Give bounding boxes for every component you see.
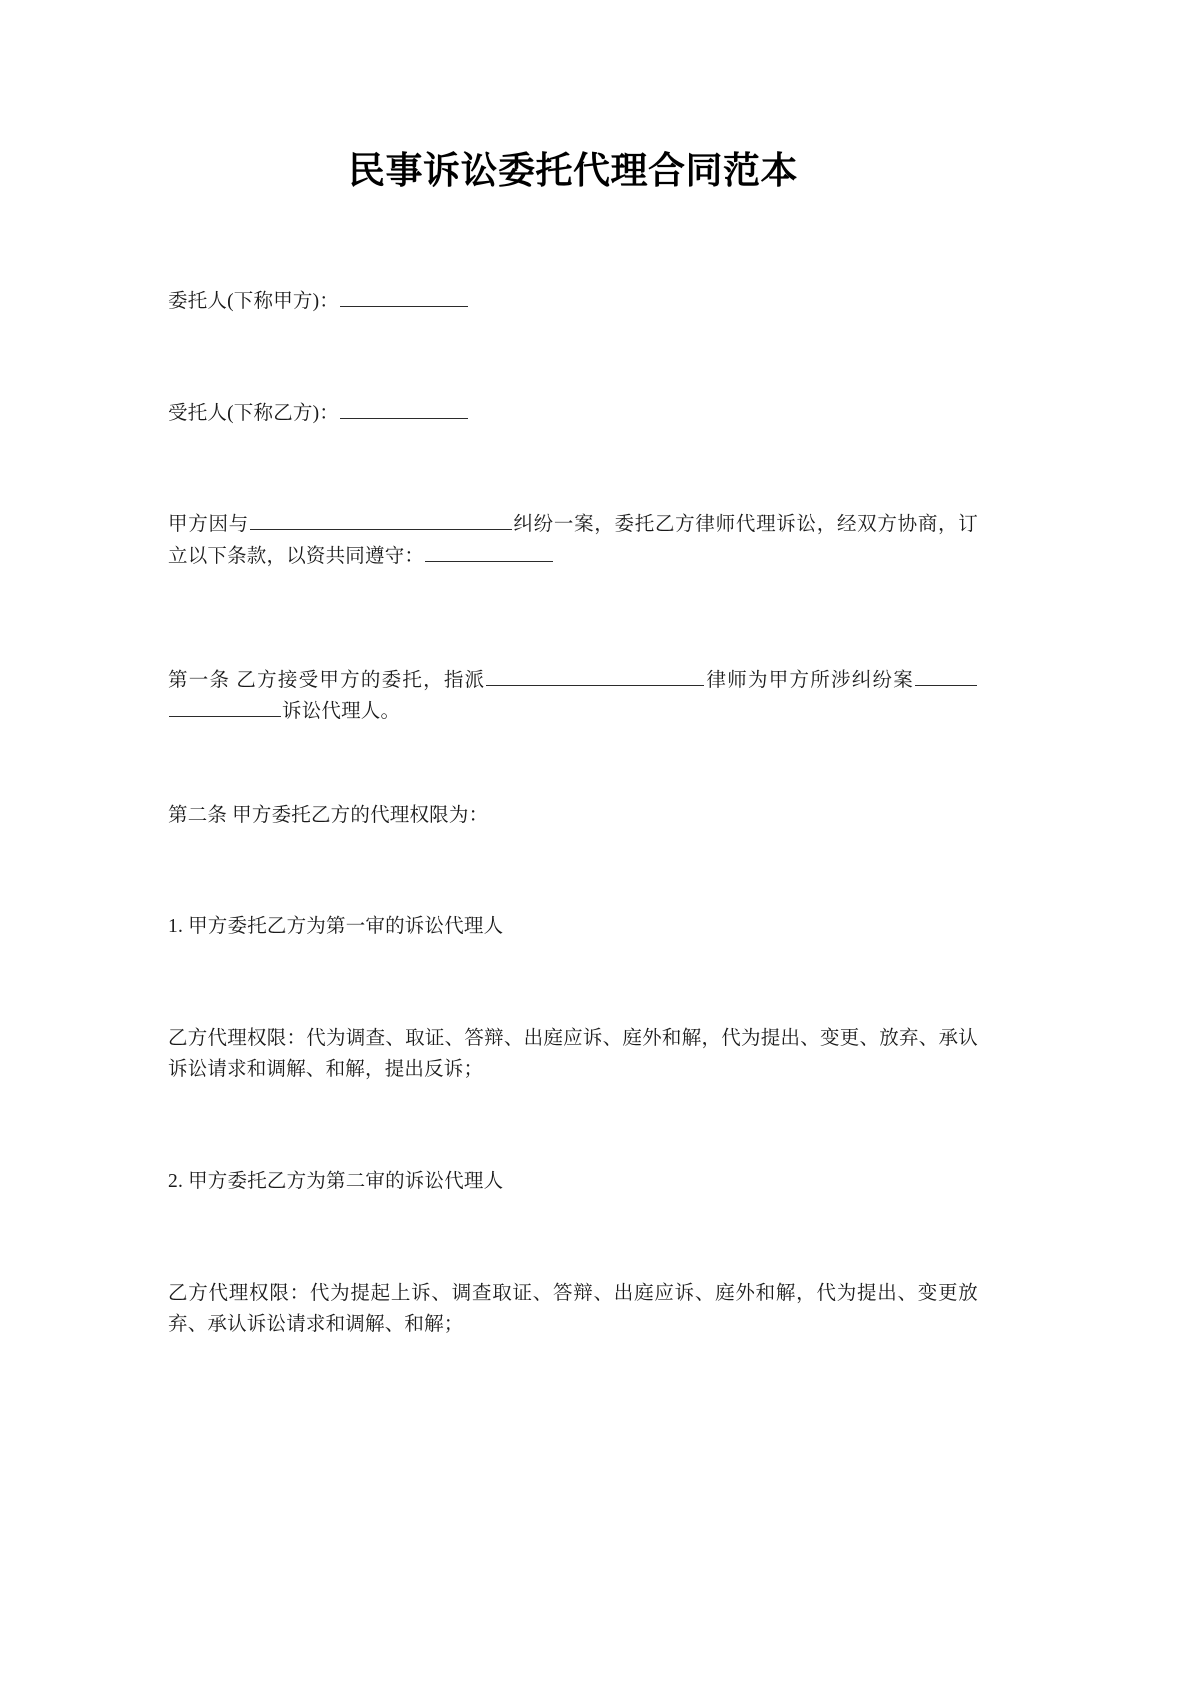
item-1-scope: 乙方代理权限：代为调查、取证、答辩、出庭应诉、庭外和解，代为提出、变更、放弃、承认诉讼请求和调解、和解，提出反诉； (168, 1027, 978, 1081)
spacer (168, 728, 978, 800)
client-name-blank[interactable] (340, 287, 468, 308)
client-party-line (168, 286, 978, 318)
list-item (168, 1166, 978, 1198)
preamble-line2: 订立以下条款，以资共同遵守： (168, 514, 978, 567)
client-label: 委托人(下称甲方)： (168, 291, 339, 313)
page-title: 民事诉讼委托代理合同范本 (348, 150, 798, 191)
spacer (168, 318, 978, 398)
item-2-text: 甲方委托乙方为第二审的诉讼代理人 (188, 1171, 504, 1193)
agent-party-line (168, 398, 978, 430)
case-instance-blank-a[interactable] (915, 665, 977, 686)
article-two-heading: 第二条 甲方委托乙方的代理权限为： (168, 804, 489, 826)
article-one-part3: 诉讼代理人。 (282, 701, 401, 723)
agent-label: 受托人(下称乙方)： (168, 402, 339, 424)
document-body (168, 0, 978, 1341)
spacer (168, 194, 978, 286)
item-1-text: 甲方委托乙方为第一审的诉讼代理人 (188, 916, 504, 938)
spacer (168, 573, 978, 665)
agent-name-blank[interactable] (340, 398, 468, 419)
spacer (168, 943, 978, 1023)
item-2-scope: 乙方代理权限：代为提起上诉、调查取证、答辩、出庭应诉、庭外和解，代为提出、变更放弃、承认诉讼请求和调解、和解； (168, 1282, 978, 1336)
preamble-line1-after: 纠纷一案，委托乙方律师代理诉讼，经双方协商， (512, 514, 959, 536)
preamble-blank[interactable] (425, 541, 553, 562)
dispute-type-blank[interactable] (250, 510, 512, 531)
list-item (168, 911, 978, 943)
case-instance-blank-b[interactable] (169, 697, 281, 718)
article-one-paragraph (168, 665, 978, 728)
preamble-line1-before: 甲方因与 (168, 514, 249, 536)
preamble-paragraph (168, 509, 978, 572)
item-1-number: 1. (168, 916, 184, 938)
spacer (168, 831, 978, 911)
assigned-lawyer-blank[interactable] (486, 665, 704, 686)
spacer (168, 429, 978, 509)
spacer (168, 1086, 978, 1166)
article-one-part2: 律师为甲方所涉纠纷案 (705, 669, 914, 691)
article-one-part1: 第一条 乙方接受甲方的委托，指派 (168, 669, 486, 691)
item-2-number: 2. (168, 1171, 184, 1193)
spacer (168, 1198, 978, 1278)
